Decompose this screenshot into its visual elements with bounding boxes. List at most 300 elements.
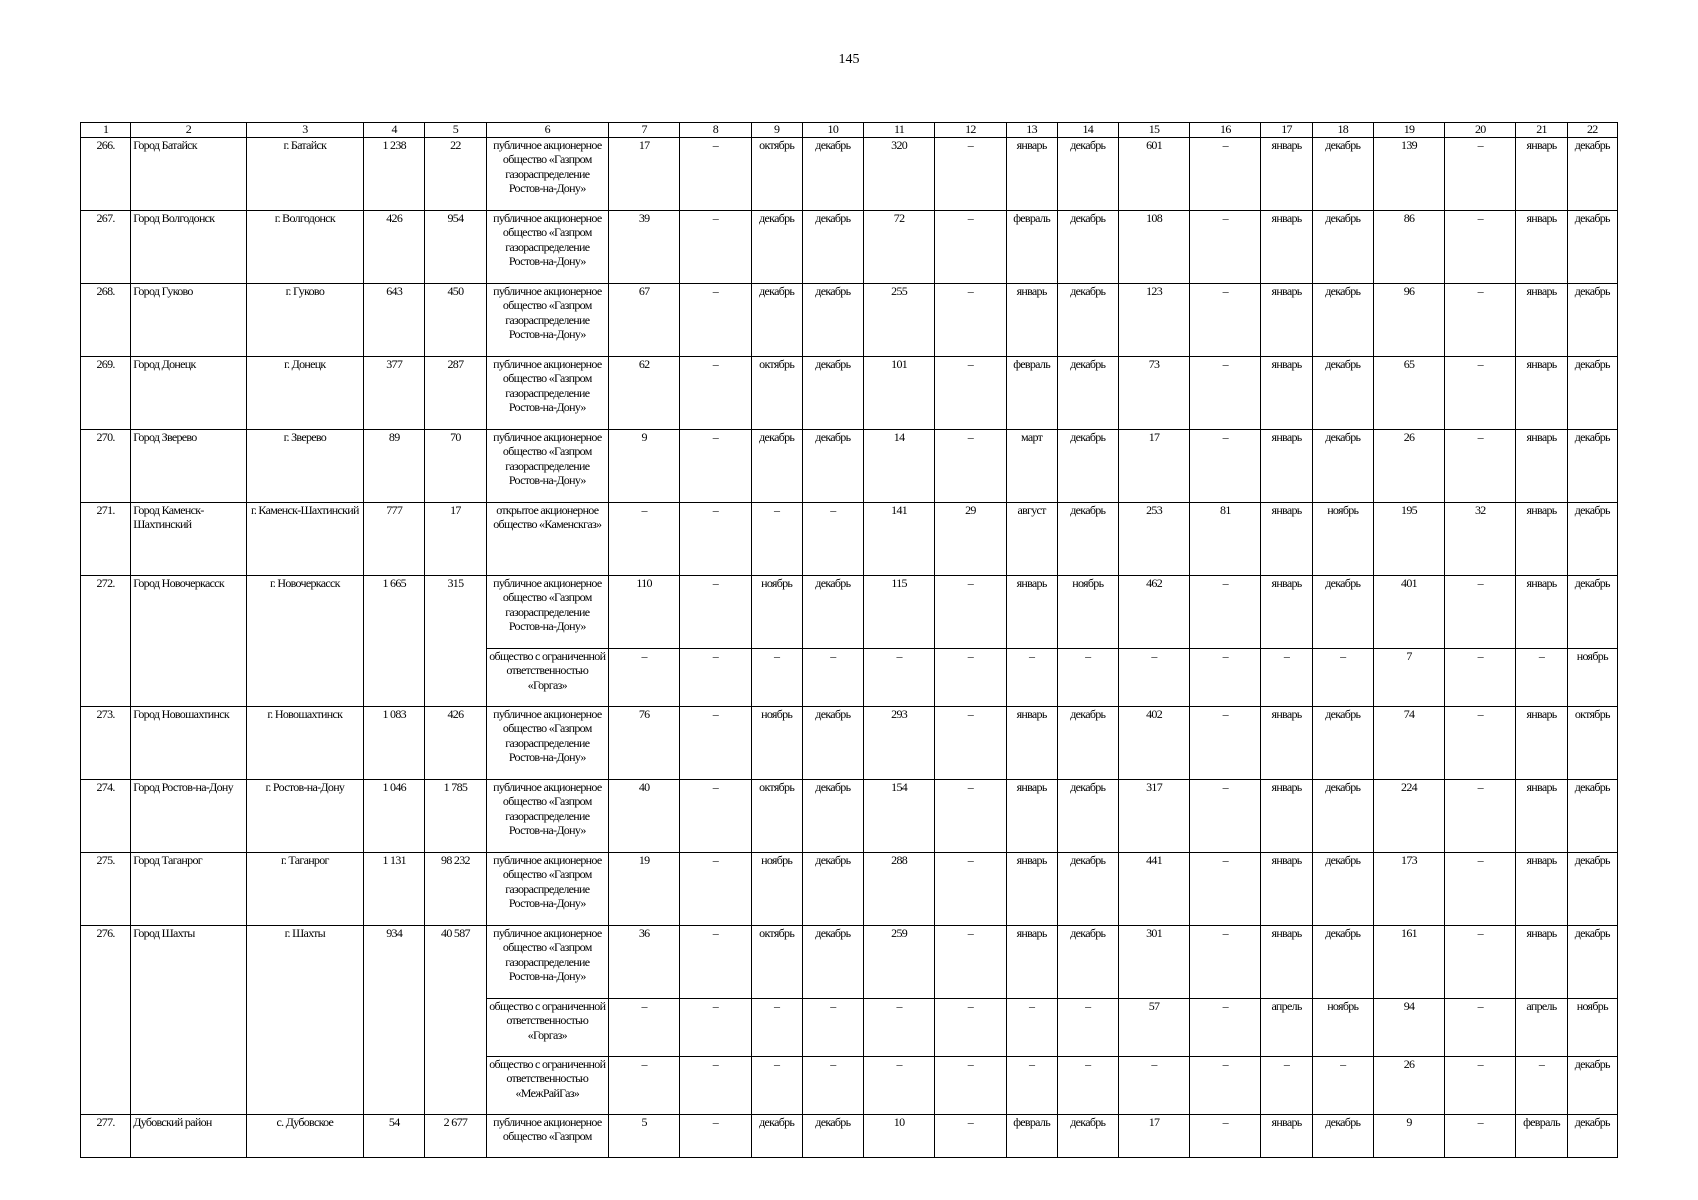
cell-col-12: –: [935, 357, 1006, 430]
cell-col-11: 72: [863, 211, 934, 284]
cell-col-11: 320: [863, 138, 934, 211]
cell-col-14: декабрь: [1057, 284, 1118, 357]
column-header-12: 12: [935, 123, 1006, 138]
cell-col-7: 40: [609, 780, 680, 853]
cell-col-7: –: [609, 503, 680, 576]
cell-col-9: ноябрь: [751, 707, 802, 780]
cell-col-1: 266.: [81, 138, 131, 211]
cell-col-7: 67: [609, 284, 680, 357]
cell-col-13: январь: [1006, 780, 1057, 853]
cell-col-12: –: [935, 707, 1006, 780]
cell-col-2: Дубовский район: [131, 1115, 246, 1158]
cell-col-22: декабрь: [1567, 138, 1617, 211]
cell-col-1: 274.: [81, 780, 131, 853]
cell-col-7: 17: [609, 138, 680, 211]
cell-col-13: январь: [1006, 926, 1057, 999]
cell-col-9: ноябрь: [751, 853, 802, 926]
cell-col-13: –: [1006, 1057, 1057, 1115]
cell-col-17: январь: [1261, 707, 1312, 780]
cell-col-7: –: [609, 649, 680, 707]
cell-col-18: декабрь: [1312, 853, 1373, 926]
cell-col-16: –: [1190, 707, 1261, 780]
cell-col-6: публичное акционерное общество «Газпром газораспределение Ростов-на-Дону»: [486, 576, 608, 649]
cell-col-18: декабрь: [1312, 284, 1373, 357]
cell-col-17: январь: [1261, 357, 1312, 430]
cell-col-10: декабрь: [802, 430, 863, 503]
cell-col-8: –: [680, 576, 751, 649]
cell-col-21: январь: [1516, 707, 1567, 780]
cell-col-16: –: [1190, 211, 1261, 284]
cell-col-11: 14: [863, 430, 934, 503]
cell-col-8: –: [680, 1057, 751, 1115]
cell-col-20: –: [1445, 707, 1516, 780]
cell-col-9: декабрь: [751, 284, 802, 357]
cell-col-9: октябрь: [751, 780, 802, 853]
table-body: [81, 138, 1618, 1158]
cell-col-8: –: [680, 284, 751, 357]
cell-col-1: 272.: [81, 576, 131, 707]
data-table-container: [80, 122, 1618, 1158]
cell-col-14: декабрь: [1057, 780, 1118, 853]
cell-col-12: –: [935, 430, 1006, 503]
cell-col-17: январь: [1261, 503, 1312, 576]
cell-col-17: –: [1261, 1057, 1312, 1115]
cell-col-4: 1 131: [364, 853, 425, 926]
cell-col-10: декабрь: [802, 357, 863, 430]
cell-col-17: январь: [1261, 138, 1312, 211]
cell-col-22: декабрь: [1567, 430, 1617, 503]
cell-col-22: ноябрь: [1567, 649, 1617, 707]
cell-col-14: декабрь: [1057, 926, 1118, 999]
cell-col-6: общество с ограниченной ответственностью «МежРайГаз»: [486, 1057, 608, 1115]
cell-col-13: март: [1006, 430, 1057, 503]
cell-col-10: –: [802, 1057, 863, 1115]
cell-col-13: февраль: [1006, 211, 1057, 284]
cell-col-22: декабрь: [1567, 576, 1617, 649]
cell-col-13: январь: [1006, 284, 1057, 357]
cell-col-11: 10: [863, 1115, 934, 1158]
cell-col-8: –: [680, 780, 751, 853]
cell-col-7: 19: [609, 853, 680, 926]
cell-col-14: декабрь: [1057, 503, 1118, 576]
cell-col-15: 317: [1118, 780, 1189, 853]
cell-col-20: –: [1445, 357, 1516, 430]
cell-col-5: 70: [425, 430, 486, 503]
cell-col-15: 73: [1118, 357, 1189, 430]
cell-col-1: 277.: [81, 1115, 131, 1158]
cell-col-16: –: [1190, 999, 1261, 1057]
cell-col-6: публичное акционерное общество «Газпром газораспределение Ростов-на-Дону»: [486, 926, 608, 999]
cell-col-15: 57: [1118, 999, 1189, 1057]
cell-col-11: –: [863, 649, 934, 707]
cell-col-22: декабрь: [1567, 926, 1617, 999]
cell-col-17: январь: [1261, 576, 1312, 649]
cell-col-4: 643: [364, 284, 425, 357]
cell-col-12: –: [935, 211, 1006, 284]
cell-col-7: 36: [609, 926, 680, 999]
cell-col-14: –: [1057, 1057, 1118, 1115]
cell-col-3: г. Таганрог: [246, 853, 363, 926]
cell-col-22: октябрь: [1567, 707, 1617, 780]
cell-col-20: –: [1445, 1115, 1516, 1158]
cell-col-22: декабрь: [1567, 357, 1617, 430]
cell-col-20: –: [1445, 284, 1516, 357]
cell-col-12: –: [935, 1115, 1006, 1158]
cell-col-6: публичное акционерное общество «Газпром газораспределение Ростов-на-Дону»: [486, 284, 608, 357]
cell-col-21: январь: [1516, 138, 1567, 211]
cell-col-12: –: [935, 284, 1006, 357]
cell-col-9: –: [751, 649, 802, 707]
cell-col-13: –: [1006, 649, 1057, 707]
cell-col-10: декабрь: [802, 780, 863, 853]
cell-col-16: –: [1190, 1057, 1261, 1115]
cell-col-8: –: [680, 999, 751, 1057]
cell-col-16: –: [1190, 926, 1261, 999]
cell-col-21: январь: [1516, 430, 1567, 503]
cell-col-21: январь: [1516, 926, 1567, 999]
cell-col-2: Город Новошахтинск: [131, 707, 246, 780]
cell-col-7: 76: [609, 707, 680, 780]
cell-col-16: –: [1190, 284, 1261, 357]
cell-col-16: –: [1190, 853, 1261, 926]
cell-col-17: январь: [1261, 211, 1312, 284]
table-row: [81, 357, 1618, 430]
cell-col-14: –: [1057, 999, 1118, 1057]
cell-col-18: декабрь: [1312, 576, 1373, 649]
cell-col-19: 195: [1373, 503, 1444, 576]
cell-col-16: –: [1190, 576, 1261, 649]
column-header-19: 19: [1373, 123, 1444, 138]
column-header-11: 11: [863, 123, 934, 138]
table-row: [81, 853, 1618, 926]
cell-col-8: –: [680, 707, 751, 780]
cell-col-14: –: [1057, 649, 1118, 707]
cell-col-8: –: [680, 211, 751, 284]
cell-col-12: –: [935, 853, 1006, 926]
cell-col-7: 5: [609, 1115, 680, 1158]
cell-col-20: –: [1445, 138, 1516, 211]
column-header-5: 5: [425, 123, 486, 138]
column-header-17: 17: [1261, 123, 1312, 138]
cell-col-3: г. Новочеркасск: [246, 576, 363, 707]
cell-col-17: апрель: [1261, 999, 1312, 1057]
cell-col-6: публичное акционерное общество «Газпром газораспределение Ростов-на-Дону»: [486, 138, 608, 211]
cell-col-9: октябрь: [751, 357, 802, 430]
table-row: [81, 707, 1618, 780]
cell-col-3: г. Батайск: [246, 138, 363, 211]
cell-col-9: октябрь: [751, 926, 802, 999]
cell-col-3: г. Ростов-на-Дону: [246, 780, 363, 853]
cell-col-12: –: [935, 138, 1006, 211]
cell-col-19: 9: [1373, 1115, 1444, 1158]
cell-col-18: декабрь: [1312, 357, 1373, 430]
cell-col-10: декабрь: [802, 1115, 863, 1158]
cell-col-4: 777: [364, 503, 425, 576]
cell-col-2: Город Батайск: [131, 138, 246, 211]
cell-col-14: декабрь: [1057, 853, 1118, 926]
cell-col-15: 108: [1118, 211, 1189, 284]
cell-col-15: –: [1118, 1057, 1189, 1115]
cell-col-16: –: [1190, 649, 1261, 707]
cell-col-13: январь: [1006, 853, 1057, 926]
cell-col-2: Город Зверево: [131, 430, 246, 503]
cell-col-21: январь: [1516, 503, 1567, 576]
cell-col-19: 224: [1373, 780, 1444, 853]
column-header-9: 9: [751, 123, 802, 138]
cell-col-21: апрель: [1516, 999, 1567, 1057]
cell-col-19: 96: [1373, 284, 1444, 357]
cell-col-19: 7: [1373, 649, 1444, 707]
cell-col-18: декабрь: [1312, 211, 1373, 284]
cell-col-19: 86: [1373, 211, 1444, 284]
column-header-13: 13: [1006, 123, 1057, 138]
cell-col-15: 17: [1118, 430, 1189, 503]
cell-col-13: январь: [1006, 707, 1057, 780]
cell-col-19: 401: [1373, 576, 1444, 649]
cell-col-4: 1 665: [364, 576, 425, 707]
cell-col-17: январь: [1261, 1115, 1312, 1158]
cell-col-10: декабрь: [802, 576, 863, 649]
column-header-10: 10: [802, 123, 863, 138]
cell-col-14: ноябрь: [1057, 576, 1118, 649]
cell-col-13: январь: [1006, 576, 1057, 649]
cell-col-14: декабрь: [1057, 138, 1118, 211]
cell-col-20: –: [1445, 649, 1516, 707]
cell-col-8: –: [680, 138, 751, 211]
cell-col-5: 450: [425, 284, 486, 357]
cell-col-3: г. Новошахтинск: [246, 707, 363, 780]
cell-col-11: –: [863, 1057, 934, 1115]
cell-col-22: декабрь: [1567, 1057, 1617, 1115]
cell-col-20: –: [1445, 576, 1516, 649]
cell-col-9: декабрь: [751, 1115, 802, 1158]
cell-col-10: декабрь: [802, 211, 863, 284]
cell-col-2: Город Ростов-на-Дону: [131, 780, 246, 853]
cell-col-10: декабрь: [802, 853, 863, 926]
cell-col-21: февраль: [1516, 1115, 1567, 1158]
cell-col-2: Город Донецк: [131, 357, 246, 430]
cell-col-12: –: [935, 780, 1006, 853]
cell-col-19: 94: [1373, 999, 1444, 1057]
cell-col-15: 402: [1118, 707, 1189, 780]
cell-col-17: январь: [1261, 926, 1312, 999]
cell-col-7: 62: [609, 357, 680, 430]
cell-col-9: декабрь: [751, 211, 802, 284]
table-row: [81, 576, 1618, 649]
cell-col-22: декабрь: [1567, 284, 1617, 357]
cell-col-20: –: [1445, 780, 1516, 853]
table-row: [81, 1115, 1618, 1158]
cell-col-1: 271.: [81, 503, 131, 576]
column-header-22: 22: [1567, 123, 1617, 138]
cell-col-17: январь: [1261, 284, 1312, 357]
cell-col-22: декабрь: [1567, 1115, 1617, 1158]
cell-col-10: –: [802, 503, 863, 576]
cell-col-21: –: [1516, 1057, 1567, 1115]
cell-col-6: публичное акционерное общество «Газпром газораспределение Ростов-на-Дону»: [486, 780, 608, 853]
cell-col-11: 115: [863, 576, 934, 649]
cell-col-8: –: [680, 926, 751, 999]
cell-col-16: –: [1190, 1115, 1261, 1158]
cell-col-5: 2 677: [425, 1115, 486, 1158]
table-row: [81, 211, 1618, 284]
cell-col-22: декабрь: [1567, 853, 1617, 926]
cell-col-18: декабрь: [1312, 430, 1373, 503]
cell-col-6: публичное акционерное общество «Газпром газораспределение Ростов-на-Дону»: [486, 357, 608, 430]
cell-col-22: декабрь: [1567, 211, 1617, 284]
table-row: [81, 138, 1618, 211]
table-row: [81, 503, 1618, 576]
cell-col-9: ноябрь: [751, 576, 802, 649]
cell-col-1: 267.: [81, 211, 131, 284]
cell-col-18: декабрь: [1312, 138, 1373, 211]
table-row: [81, 430, 1618, 503]
cell-col-19: 65: [1373, 357, 1444, 430]
cell-col-5: 315: [425, 576, 486, 707]
cell-col-12: –: [935, 926, 1006, 999]
cell-col-9: –: [751, 503, 802, 576]
cell-col-20: –: [1445, 1057, 1516, 1115]
cell-col-18: –: [1312, 649, 1373, 707]
cell-col-21: –: [1516, 649, 1567, 707]
table-row: [81, 284, 1618, 357]
cell-col-11: 154: [863, 780, 934, 853]
cell-col-18: декабрь: [1312, 707, 1373, 780]
cell-col-11: 255: [863, 284, 934, 357]
cell-col-21: январь: [1516, 780, 1567, 853]
cell-col-2: Город Таганрог: [131, 853, 246, 926]
cell-col-11: 293: [863, 707, 934, 780]
cell-col-13: февраль: [1006, 357, 1057, 430]
cell-col-8: –: [680, 430, 751, 503]
cell-col-4: 54: [364, 1115, 425, 1158]
cell-col-14: декабрь: [1057, 357, 1118, 430]
cell-col-18: декабрь: [1312, 780, 1373, 853]
cell-col-10: декабрь: [802, 707, 863, 780]
cell-col-22: ноябрь: [1567, 999, 1617, 1057]
cell-col-17: январь: [1261, 430, 1312, 503]
cell-col-16: –: [1190, 780, 1261, 853]
column-header-3: 3: [246, 123, 363, 138]
cell-col-1: 270.: [81, 430, 131, 503]
cell-col-20: –: [1445, 926, 1516, 999]
cell-col-19: 26: [1373, 430, 1444, 503]
cell-col-21: январь: [1516, 576, 1567, 649]
cell-col-2: Город Шахты: [131, 926, 246, 1115]
cell-col-3: г. Донецк: [246, 357, 363, 430]
cell-col-17: –: [1261, 649, 1312, 707]
table-row: [81, 780, 1618, 853]
cell-col-16: –: [1190, 138, 1261, 211]
cell-col-22: декабрь: [1567, 503, 1617, 576]
column-header-18: 18: [1312, 123, 1373, 138]
cell-col-9: октябрь: [751, 138, 802, 211]
column-header-7: 7: [609, 123, 680, 138]
table-header: [81, 123, 1618, 138]
cell-col-4: 89: [364, 430, 425, 503]
cell-col-5: 40 587: [425, 926, 486, 1115]
cell-col-15: 462: [1118, 576, 1189, 649]
cell-col-20: –: [1445, 430, 1516, 503]
cell-col-3: г. Шахты: [246, 926, 363, 1115]
cell-col-7: 9: [609, 430, 680, 503]
column-header-4: 4: [364, 123, 425, 138]
cell-col-5: 954: [425, 211, 486, 284]
cell-col-5: 287: [425, 357, 486, 430]
cell-col-3: г. Зверево: [246, 430, 363, 503]
cell-col-1: 269.: [81, 357, 131, 430]
data-table: [80, 122, 1618, 1158]
cell-col-4: 426: [364, 211, 425, 284]
column-header-1: 1: [81, 123, 131, 138]
cell-col-12: –: [935, 649, 1006, 707]
cell-col-5: 17: [425, 503, 486, 576]
cell-col-11: 141: [863, 503, 934, 576]
cell-col-6: публичное акционерное общество «Газпром газораспределение Ростов-на-Дону»: [486, 853, 608, 926]
cell-col-14: декабрь: [1057, 430, 1118, 503]
cell-col-17: январь: [1261, 780, 1312, 853]
cell-col-7: 110: [609, 576, 680, 649]
cell-col-6: публичное акционерное общество «Газпром газораспределение Ростов-на-Дону»: [486, 430, 608, 503]
cell-col-15: 301: [1118, 926, 1189, 999]
cell-col-4: 377: [364, 357, 425, 430]
cell-col-3: г. Волгодонск: [246, 211, 363, 284]
cell-col-1: 273.: [81, 707, 131, 780]
cell-col-14: декабрь: [1057, 211, 1118, 284]
cell-col-7: –: [609, 1057, 680, 1115]
cell-col-3: с. Дубовское: [246, 1115, 363, 1158]
cell-col-14: декабрь: [1057, 707, 1118, 780]
cell-col-21: январь: [1516, 211, 1567, 284]
cell-col-1: 275.: [81, 853, 131, 926]
cell-col-18: ноябрь: [1312, 999, 1373, 1057]
cell-col-21: январь: [1516, 284, 1567, 357]
cell-col-19: 74: [1373, 707, 1444, 780]
cell-col-5: 426: [425, 707, 486, 780]
cell-col-6: публичное акционерное общество «Газпром газораспределение Ростов-на-Дону»: [486, 211, 608, 284]
cell-col-20: –: [1445, 853, 1516, 926]
cell-col-9: –: [751, 1057, 802, 1115]
cell-col-17: январь: [1261, 853, 1312, 926]
column-header-14: 14: [1057, 123, 1118, 138]
cell-col-7: –: [609, 999, 680, 1057]
cell-col-16: –: [1190, 357, 1261, 430]
cell-col-3: г. Каменск-Шахтинский: [246, 503, 363, 576]
cell-col-5: 22: [425, 138, 486, 211]
cell-col-16: –: [1190, 430, 1261, 503]
column-header-8: 8: [680, 123, 751, 138]
cell-col-10: декабрь: [802, 926, 863, 999]
cell-col-18: декабрь: [1312, 926, 1373, 999]
cell-col-15: 253: [1118, 503, 1189, 576]
cell-col-3: г. Гуково: [246, 284, 363, 357]
cell-col-15: 123: [1118, 284, 1189, 357]
cell-col-6: публичное акционерное общество «Газпром газораспределение Ростов-на-Дону»: [486, 707, 608, 780]
cell-col-8: –: [680, 1115, 751, 1158]
cell-col-14: декабрь: [1057, 1115, 1118, 1158]
cell-col-12: –: [935, 999, 1006, 1057]
cell-col-12: –: [935, 576, 1006, 649]
cell-col-2: Город Новочеркасск: [131, 576, 246, 707]
cell-col-5: 1 785: [425, 780, 486, 853]
cell-col-13: –: [1006, 999, 1057, 1057]
cell-col-12: 29: [935, 503, 1006, 576]
cell-col-11: 259: [863, 926, 934, 999]
cell-col-18: ноябрь: [1312, 503, 1373, 576]
cell-col-9: декабрь: [751, 430, 802, 503]
cell-col-4: 1 046: [364, 780, 425, 853]
column-header-21: 21: [1516, 123, 1567, 138]
